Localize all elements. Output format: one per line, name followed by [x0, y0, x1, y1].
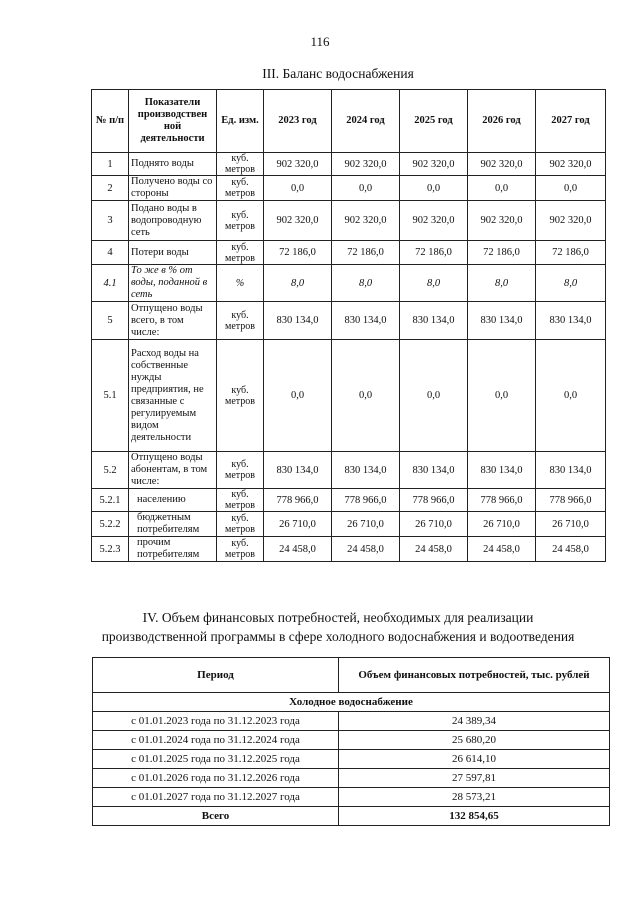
table-row	[92, 512, 606, 537]
section-title-financial-needs	[0, 608, 640, 646]
table-row	[92, 489, 606, 512]
subheader-cold-water: Холодное водоснабжение	[93, 693, 610, 712]
row-number: 1	[92, 153, 129, 176]
row-value: 830 134,0	[264, 302, 332, 340]
row-value: 0,0	[400, 176, 468, 201]
row-number: 4.1	[92, 265, 129, 302]
row-value: 24 458,0	[468, 537, 536, 562]
row-value: 26 710,0	[264, 512, 332, 537]
page-number: 116	[310, 34, 330, 49]
header-year-2023: 2023 год	[264, 90, 332, 153]
volume-cell: 25 680,20	[339, 731, 610, 750]
row-value: 8,0	[332, 265, 400, 302]
section-title-line-1: IV. Объем финансовых потребностей, необходимых для реализации	[142, 610, 534, 625]
row-label: Отпущено воды всего, в том числе:	[129, 302, 217, 340]
header-year-2027: 2027 год	[536, 90, 606, 153]
header-volume: Объем финансовых потребностей, тыс. рублей	[339, 658, 610, 693]
water-balance-table	[91, 89, 606, 562]
table-row	[93, 788, 610, 807]
table-header-row	[93, 658, 610, 693]
row-value: 24 458,0	[536, 537, 606, 562]
row-value: 830 134,0	[400, 452, 468, 489]
row-value: 778 966,0	[468, 489, 536, 512]
row-value: 26 710,0	[400, 512, 468, 537]
row-unit: куб. метров	[217, 201, 264, 241]
volume-cell: 26 614,10	[339, 750, 610, 769]
row-value: 830 134,0	[400, 302, 468, 340]
header-year-2024: 2024 год	[332, 90, 400, 153]
row-number: 5.2	[92, 452, 129, 489]
row-label: Отпущено воды абонентам, в том числе:	[129, 452, 217, 489]
row-value: 830 134,0	[536, 302, 606, 340]
volume-cell: 27 597,81	[339, 769, 610, 788]
row-value: 902 320,0	[332, 201, 400, 241]
row-label: прочим потребителям	[129, 537, 217, 562]
row-value: 0,0	[536, 340, 606, 452]
row-value: 72 186,0	[332, 241, 400, 265]
header-indicator: Показатели производствен ной деятельности	[129, 90, 217, 153]
row-label: Поднято воды	[129, 153, 217, 176]
table-row	[93, 731, 610, 750]
row-value: 830 134,0	[468, 302, 536, 340]
row-value: 830 134,0	[468, 452, 536, 489]
row-value: 8,0	[264, 265, 332, 302]
row-value: 26 710,0	[468, 512, 536, 537]
row-number: 3	[92, 201, 129, 241]
row-unit: куб. метров	[217, 176, 264, 201]
row-value: 902 320,0	[468, 201, 536, 241]
row-value: 778 966,0	[536, 489, 606, 512]
table-row	[92, 537, 606, 562]
table-header-row	[92, 90, 606, 153]
row-value: 26 710,0	[536, 512, 606, 537]
row-unit: куб. метров	[217, 153, 264, 176]
row-value: 902 320,0	[264, 201, 332, 241]
row-value: 830 134,0	[264, 452, 332, 489]
row-value: 830 134,0	[536, 452, 606, 489]
total-label: Всего	[93, 807, 339, 826]
row-number: 5.2.2	[92, 512, 129, 537]
row-value: 778 966,0	[264, 489, 332, 512]
row-value: 778 966,0	[332, 489, 400, 512]
row-unit: %	[217, 265, 264, 302]
row-value: 72 186,0	[264, 241, 332, 265]
row-value: 902 320,0	[468, 153, 536, 176]
volume-cell: 28 573,21	[339, 788, 610, 807]
table-row	[92, 153, 606, 176]
row-unit: куб. метров	[217, 452, 264, 489]
table-row	[93, 769, 610, 788]
financial-needs-table	[92, 657, 610, 826]
header-year-2026: 2026 год	[468, 90, 536, 153]
row-value: 0,0	[400, 340, 468, 452]
row-value: 902 320,0	[264, 153, 332, 176]
row-number: 5.2.1	[92, 489, 129, 512]
section-title-water-balance: III. Баланс водоснабжения	[262, 66, 414, 81]
table-row	[92, 176, 606, 201]
row-value: 778 966,0	[400, 489, 468, 512]
row-label: Потери воды	[129, 241, 217, 265]
row-label: Получено воды со стороны	[129, 176, 217, 201]
row-value: 24 458,0	[400, 537, 468, 562]
table-row	[92, 201, 606, 241]
row-number: 4	[92, 241, 129, 265]
total-value: 132 854,65	[339, 807, 610, 826]
row-value: 902 320,0	[400, 201, 468, 241]
table-row	[92, 302, 606, 340]
row-label: То же в % от воды, поданной в сеть	[129, 265, 217, 302]
row-value: 0,0	[468, 176, 536, 201]
row-value: 72 186,0	[536, 241, 606, 265]
row-value: 0,0	[264, 176, 332, 201]
header-period: Период	[93, 658, 339, 693]
row-value: 0,0	[332, 176, 400, 201]
table-row	[93, 712, 610, 731]
row-value: 72 186,0	[400, 241, 468, 265]
row-value: 902 320,0	[536, 201, 606, 241]
row-number: 5.2.3	[92, 537, 129, 562]
header-unit: Ед. изм.	[217, 90, 264, 153]
row-value: 0,0	[332, 340, 400, 452]
header-num: № п/п	[92, 90, 129, 153]
row-label: Подано воды в водопроводную сеть	[129, 201, 217, 241]
period-cell: с 01.01.2023 года по 31.12.2023 года	[93, 712, 339, 731]
period-cell: с 01.01.2024 года по 31.12.2024 года	[93, 731, 339, 750]
row-value: 8,0	[468, 265, 536, 302]
row-value: 26 710,0	[332, 512, 400, 537]
period-cell: с 01.01.2026 года по 31.12.2026 года	[93, 769, 339, 788]
period-cell: с 01.01.2027 года по 31.12.2027 года	[93, 788, 339, 807]
row-unit: куб. метров	[217, 537, 264, 562]
row-label: бюджетным потребителям	[129, 512, 217, 537]
header-year-2025: 2025 год	[400, 90, 468, 153]
row-value: 24 458,0	[332, 537, 400, 562]
row-value: 24 458,0	[264, 537, 332, 562]
row-unit: куб. метров	[217, 512, 264, 537]
subheader-row	[93, 693, 610, 712]
row-number: 2	[92, 176, 129, 201]
row-unit: куб. метров	[217, 489, 264, 512]
table-row	[93, 750, 610, 769]
row-unit: куб. метров	[217, 241, 264, 265]
row-value: 902 320,0	[400, 153, 468, 176]
row-number: 5.1	[92, 340, 129, 452]
row-value: 0,0	[536, 176, 606, 201]
row-value: 830 134,0	[332, 302, 400, 340]
row-value: 8,0	[536, 265, 606, 302]
period-cell: с 01.01.2025 года по 31.12.2025 года	[93, 750, 339, 769]
row-value: 0,0	[264, 340, 332, 452]
row-value: 72 186,0	[468, 241, 536, 265]
row-label: населению	[129, 489, 217, 512]
row-unit: куб. метров	[217, 340, 264, 452]
row-value: 902 320,0	[536, 153, 606, 176]
row-value: 0,0	[468, 340, 536, 452]
row-number: 5	[92, 302, 129, 340]
row-value: 830 134,0	[332, 452, 400, 489]
total-row	[93, 807, 610, 826]
table-row	[92, 452, 606, 489]
row-label: Расход воды на собственные нужды предприятия, не связанные с регулируемым видом деятельности	[129, 340, 217, 452]
row-value: 902 320,0	[332, 153, 400, 176]
table-row	[92, 340, 606, 452]
row-unit: куб. метров	[217, 302, 264, 340]
volume-cell: 24 389,34	[339, 712, 610, 731]
section-title-line-2: производственной программы в сфере холодного водоснабжения и водоотведения	[101, 629, 575, 644]
table-row	[92, 241, 606, 265]
row-value: 8,0	[400, 265, 468, 302]
table-row	[92, 265, 606, 302]
